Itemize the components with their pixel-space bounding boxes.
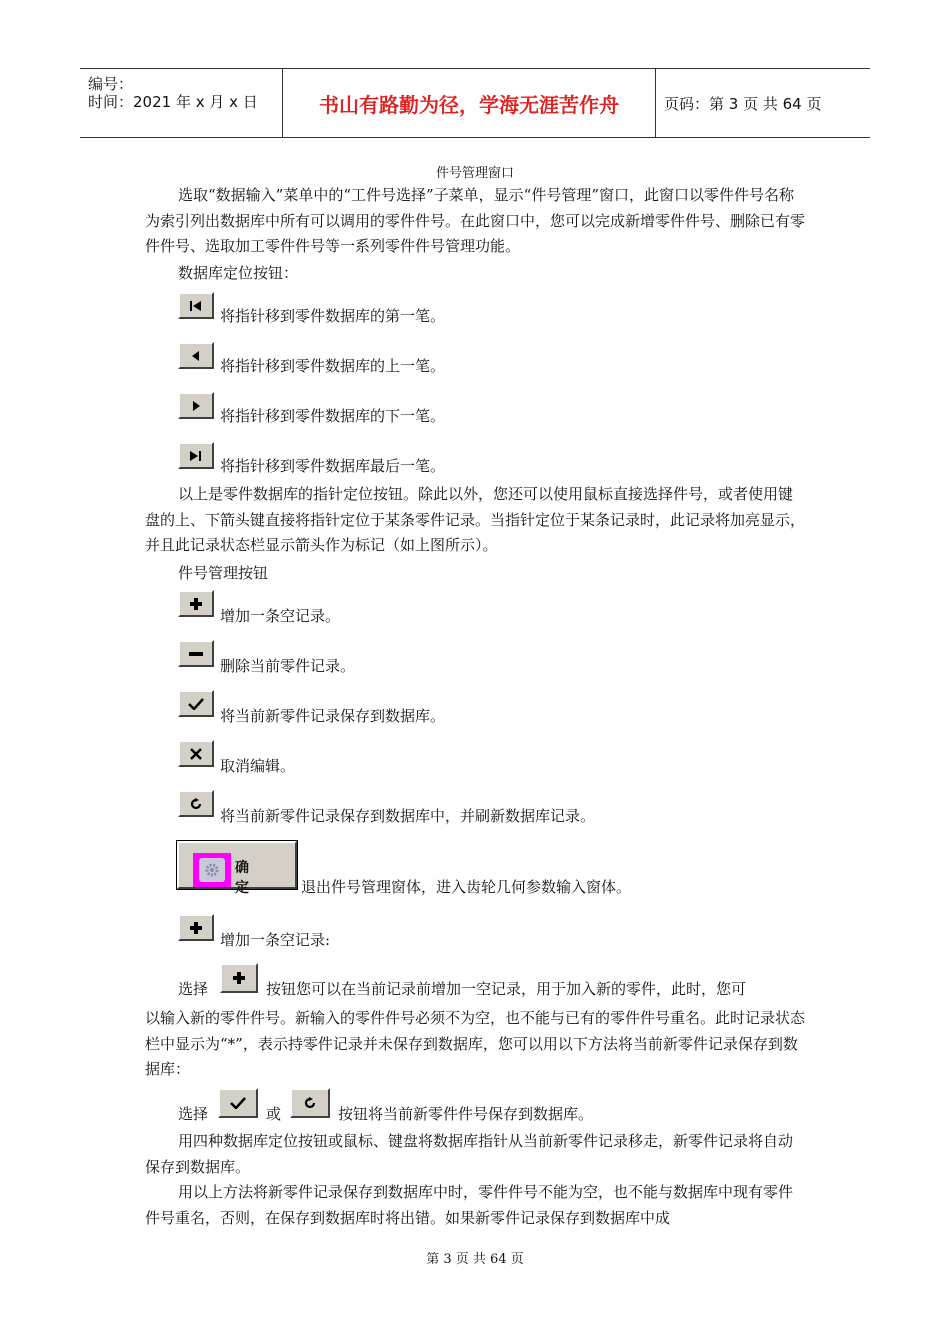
first-record-desc: 将指针移到零件数据库的第一笔。 — [220, 307, 446, 325]
confirm-desc: 退出件号管理窗体，进入齿轮几何参数输入窗体。 — [301, 878, 632, 896]
plus-icon — [233, 972, 245, 984]
check-icon — [188, 698, 204, 710]
refresh-icon — [304, 1097, 316, 1109]
page-header — [80, 68, 870, 138]
add-record-desc: 增加一条空记录。 — [220, 607, 341, 625]
check-icon — [230, 1097, 246, 1109]
figure-caption: 件号管理窗口 — [435, 166, 514, 181]
page-footer: 第 3 页 共 64 页 — [426, 1252, 524, 1267]
next-record-desc: 将指针移到零件数据库的下一笔。 — [220, 407, 446, 425]
refresh-icon — [190, 798, 202, 810]
refresh-desc: 将当前新零件记录保存到数据库中，并刷新数据库记录。 — [220, 807, 596, 825]
add-line2: 按钮将当前新零件件号保存到数据库。 — [338, 1105, 594, 1123]
cancel-edit-button[interactable] — [178, 740, 214, 767]
last-record-button[interactable] — [178, 442, 214, 469]
last-record-desc: 将指针移到零件数据库最后一笔。 — [220, 457, 446, 475]
divider — [655, 69, 656, 137]
save-record-desc: 将当前新零件记录保存到数据库。 — [220, 707, 446, 725]
minus-icon — [189, 651, 203, 657]
next-record-icon — [191, 401, 201, 411]
save-record-button-inline[interactable] — [218, 1088, 258, 1118]
add-record-button[interactable] — [178, 590, 214, 617]
first-record-button[interactable] — [178, 292, 214, 319]
prev-record-desc: 将指针移到零件数据库的上一笔。 — [220, 357, 446, 375]
nav-heading: 数据库定位按钮： — [178, 264, 299, 282]
add-paragraph-2: 用四种数据库定位按钮或鼠标、键盘将数据库指针从当前新零件记录移走，新零件记录将自动保存到数据库。 — [145, 1132, 794, 1176]
last-record-icon — [189, 451, 203, 461]
add-line1: 按钮您可以在当前记录前增加一空记录，用于加入新的零件，此时，您可 — [266, 980, 747, 998]
time-label: 时间：2021 年 x 月 x 日 — [88, 93, 258, 111]
plus-icon — [190, 598, 202, 610]
x-icon — [190, 748, 202, 760]
add-section-title: 增加一条空记录: — [220, 931, 331, 949]
next-record-button[interactable] — [178, 392, 214, 419]
plus-icon — [190, 922, 202, 934]
confirm-button[interactable] — [177, 841, 297, 896]
add-paragraph-3: 用以上方法将新零件记录保存到数据库中时，零件件号不能为空，也不能与数据库中现有零件件号重名，否则，在保存到数据库时将出错。如果新零件记录保存到数据库中成 — [145, 1183, 794, 1227]
add-record-button-inline[interactable] — [220, 963, 258, 993]
prev-record-icon — [191, 351, 201, 361]
refresh-button[interactable] — [178, 790, 214, 817]
prev-record-button[interactable] — [178, 342, 214, 369]
header-page-info: 页码：第 3 页 共 64 页 — [664, 94, 822, 113]
first-record-icon — [189, 301, 203, 311]
delete-record-desc: 删除当前零件记录。 — [220, 657, 356, 675]
cancel-edit-desc: 取消编辑。 — [220, 757, 296, 775]
header-motto: 书山有路勤为径，学海无涯苦作舟 — [319, 92, 619, 117]
select-word: 选择 — [178, 980, 209, 998]
nav-summary-paragraph: 以上是零件数据库的指针定位按钮。除此以外，您还可以使用鼠标直接选择件号，或者使用键盘的上、下箭头键直接将指针定位于某条零件记录。当指针定位于某条记录时，此记录将加亮显示，并且此记录状态栏显示箭头作为标记（如上图所示）。 — [145, 485, 806, 554]
number-label: 编号： — [88, 75, 134, 93]
header-left-cell — [80, 69, 282, 137]
add-paragraph: 以输入新的零件件号。新输入的零件件号必须不为空，也不能与已有的零件件号重名。此时记录状态栏中显示为“*”，表示持零件记录并未保存到数据库，您可以用以下方法将当前新零件记录保存到数据库： — [145, 1009, 806, 1078]
confirm-label: 确定 — [235, 860, 267, 896]
select-word-2: 选择 — [178, 1105, 209, 1123]
add-record-button[interactable] — [178, 914, 214, 941]
intro-paragraph: 选取“数据输入”菜单中的“工件号选择”子菜单，显示“件号管理”窗口，此窗口以零件件号名称为索引列出数据库中所有可以调用的零件件号。在此窗口中，您可以完成新增零件件号、删除已有零件件号、选取加工零件件号等一系列零件件号管理功能。 — [145, 186, 806, 255]
or-word: 或 — [266, 1105, 282, 1123]
save-record-button[interactable] — [178, 690, 214, 717]
gear-icon — [193, 853, 231, 887]
delete-record-button[interactable] — [178, 640, 214, 667]
mgmt-heading: 件号管理按钮 — [178, 564, 269, 582]
refresh-button-inline[interactable] — [290, 1088, 330, 1118]
